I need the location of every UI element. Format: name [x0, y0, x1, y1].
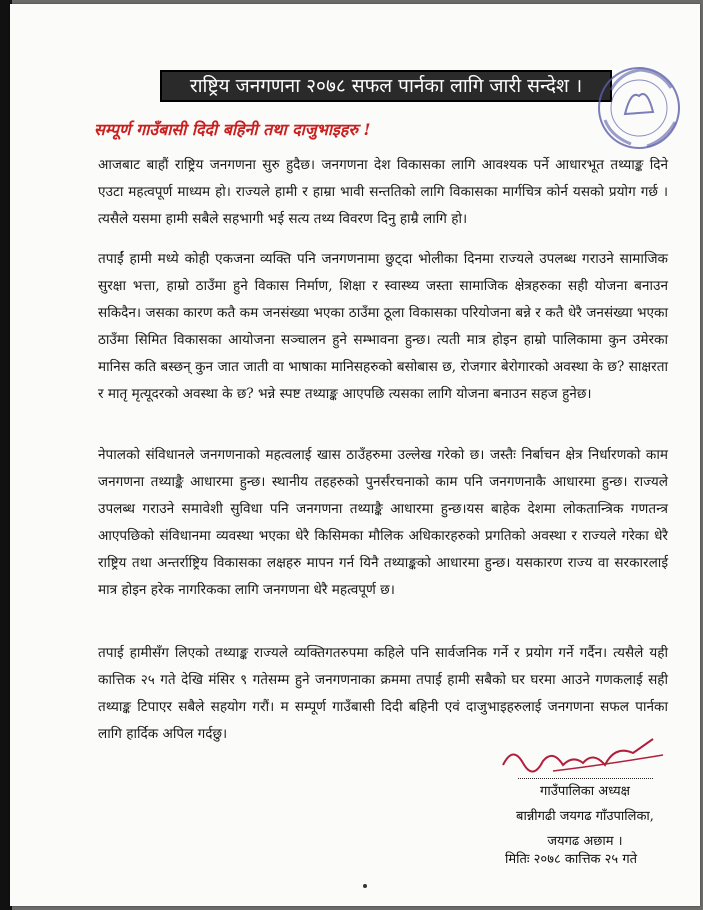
salutation: सम्पूर्ण गाउँबासी दिदी बहिनी तथा दाजुभाइहरु ! — [94, 120, 371, 139]
signatory-place: जयगढ अछाम । — [547, 834, 623, 849]
office-seal — [591, 60, 687, 160]
document-date: मितिः २०७८ कात्तिक २५ गते — [505, 852, 638, 867]
scan-speck — [363, 884, 367, 888]
paragraph-1: आजबाट बाहौं राष्ट्रिय जनगणना सुरु हुदैछ। जनगणना देश विकासका लागि आवश्यक पर्ने आधारभूत तथ्याङ्क दिने एउटा महत्वपूर्ण माध्यम हो। राज्यले हामी र हाम्रा भावी सन्ततिको लागि विकासका मार्गचित्र कोर्न यसको प्रयोग गर्छ ।त्यसैले यसमा हामी सबैले सहभागी भई सत्य तथ्य विवरण दिनु हाम्रै लागि हो। — [98, 157, 668, 227]
signatory-office: बान्नीगढी जयगढ गाँउपालिका, — [516, 809, 654, 824]
paragraph-3: नेपालको संविधानले जनगणनाको महत्वलाई खास ठाउँहरुमा उल्लेख गरेको छ। जस्तैः निर्बाचन क्षेत्र निर्धारणको काम जनगणना तथ्याङ्कै आधारमा हुन्छ। स्थानीय तहहरुको पुनर्संरचनाको काम पनि जनगणनाकै आधारमा हुन्छ। राज्यले उपलब्ध गराउने समावेशी सुविधा पनि जनगणना तथ्याङ्कै आधारमा हुन्छ।यस बाहेक देशमा लोकतान्त्रिक गणतन्त्र आएपछिको संविधानमा व्यवस्था भएका धेरै किसिमका मौलिक अधिकारहरुको प्रगतिको अवस्था र राज्यले गरेका धेरै राष्ट्रिय तथा अन्तर्राष्ट्रिय विकासका लक्षहरु मापन गर्न यिनै तथ्याङ्कको आधारमा हुन्छ। यसकारण राज्य वा सरकारलाई मात्र होइन हरेक नागरिकका लागि जनगणना धेरै महत्वपूर्ण छ। — [98, 447, 668, 598]
signature-block — [480, 740, 690, 854]
paragraph-2: तपाईं हामी मध्ये कोही एकजना व्यक्ति पनि जनगणनामा छुट्दा भोलीका दिनमा राज्यले उपलब्ध गराउने सामाजिक सुरक्षा भत्ता, हाम्रो ठाउँमा हुने विकास निर्माण, शिक्षा र स्वास्थ्य जस्ता सामाजिक क्षेत्रहरुका सही योजना बनाउन सकिदैन। जसका कारण कतै कम जनसंख्या भएका ठाउँमा ठूला विकासका परियोजना बन्ने र कतै धेरै जनसंख्या भएका ठाउँमा सिमित विकासका आयोजना सञ्चालन हुने सम्भावना हुन्छ। त्यती मात्र होइन हाम्रो पालिकामा कुन उमेरका मानिस कति बस्छन् कुन जात जाती वा भाषाका मानिसहरुको बसोबास छ, रोजगार बेरोगारको अवस्था के छ? साक्षरता र मातृ मृत्यूदरको अवस्था के छ? भन्ने स्पष्ट तथ्याङ्क आएपछि त्यसका लागि योजना बनाउन सहज हुनेछ। — [98, 251, 668, 402]
signatory-role: गाउँपालिका अध्यक्ष — [540, 784, 630, 799]
document-title: राष्ट्रिय जनगणना २०७८ सफल पार्नका लागि जारी सन्देश । — [160, 70, 612, 102]
paragraph-4: तपाई हामीसँग लिएको तथ्याङ्क राज्यले व्यक्तिगतरुपमा कहिले पनि सार्वजनिक गर्ने र प्रयोग गर्ने गर्दैन। त्यसैले यही कात्तिक २५ गते देखि मंसिर ९ गतेसम्म हुने जनगणनाका क्रममा तपाई हामी सबैको घर घरमा आउने गणकलाई सही तथ्याङ्क टिपाएर सबैले सहयोग गरौं। म सम्पूर्ण गाउँबासी दिदी बहिनी एवं दाजुभाइहरुलाई जनगणना सफल पार्नका लागि हार्दिक अपिल गर्दछु। — [98, 645, 668, 742]
